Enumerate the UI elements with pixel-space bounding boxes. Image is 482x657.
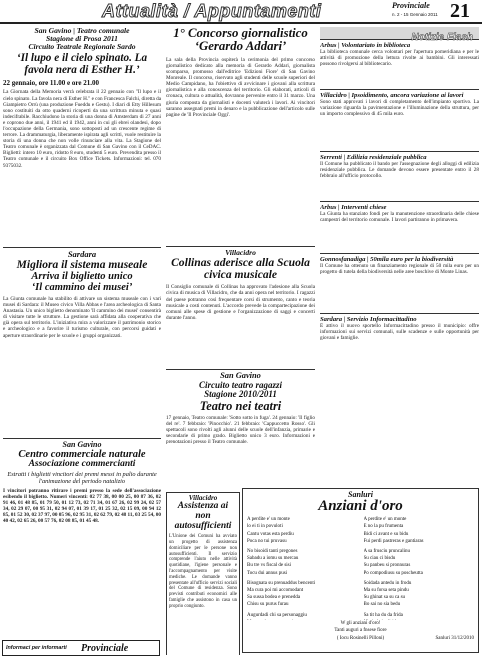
poem-footer-line: W gli anziani d'oro! <box>340 621 381 627</box>
poem-line: Poca no tui pruvasu <box>247 538 287 544</box>
article-subtitle: Associazione commercianti <box>28 459 136 470</box>
divider <box>320 313 479 314</box>
column-right <box>320 27 479 364</box>
article-esther <box>3 27 161 245</box>
flash-title: Arbus | Interventi chiese <box>320 204 387 211</box>
poem-line: Bo sai no sia bedu <box>363 602 401 608</box>
column-left <box>3 27 161 653</box>
poem-line: Soidada antedu in frodu <box>363 580 412 586</box>
promo-box <box>2 640 160 656</box>
article-collinas <box>166 249 315 367</box>
flash-title: Gonnosfanadiga | 50mila euro per la biodiversità <box>320 256 454 263</box>
poem-line: Cantu votas esta perdiu <box>247 531 294 537</box>
poem-line: A sa frusciu pruncalinu <box>363 548 411 554</box>
poem-footer-line: Tanti auguri a fnsese fiore <box>334 628 387 634</box>
flash-title: Sardara | Servizio Informacittadino <box>320 316 417 323</box>
divider <box>3 438 161 439</box>
paper-logo: Provinciale <box>392 1 430 10</box>
flash-body: Il Comune ha ottenuto un finanziamento regionale di 50 mila euro per un progetto di tutela della biodiversità nelle aree boschive di Monte Linas. <box>320 263 479 276</box>
poem-line: Su ghinat sa su ca su <box>363 595 406 601</box>
flash-body: Sono stati approvati i lavori di completamento dell'impianto sportivo. La variazione riguarda la pavimentazione e l'illuminazione della struttura, per un importo complessivo di 45 mila euro. <box>320 99 479 118</box>
poem-column-2 <box>364 516 475 620</box>
flash-body: La Giunta ha stanziato fondi per la manutenzione straordinaria delle chiese campestri del territorio comunale. I lavori partiranno in primavera. <box>320 211 479 224</box>
article-kicker-2: Stagione 2010/2011 <box>204 389 277 400</box>
poem-line: Sa sussa bodea e prenedda <box>247 595 301 601</box>
article-centro-commerciale <box>3 441 161 627</box>
poem-line: lo ei ti in povuloti <box>247 524 283 530</box>
news-flash-label: Notizie Flash <box>411 32 473 43</box>
article-place: Villacidro <box>225 249 256 257</box>
article-title: ‘Il lupo e il cielo spinato. La favola nera di Esther H.’ <box>16 51 148 76</box>
article-teatro-ragazzi <box>166 372 315 490</box>
article-body: Il Consiglio comunale di Collinas ha approvato l'adesione alla Scuola civica di musica di Villacidro, che da anni opera nel territorio. I ragazzi del paese potranno così frequentare corsi di strumento, canto e teoria musicale a costi contenuti. L'accordo prevede la compartecipazione dei comuni alle spese di gestione e l'organizzazione di saggi e concerti durante l'anno. <box>166 284 315 321</box>
article-title: Centro commerciale naturale <box>18 449 146 461</box>
page-number: 21 <box>450 0 470 22</box>
article-subtitle: Arriva il biglietto unico <box>31 270 133 282</box>
poem-line: No bisoidi tanti pregones <box>247 548 298 554</box>
divider <box>166 246 315 247</box>
promo-logo: Provinciale <box>81 642 129 654</box>
poem-line: Augurdadi chi sa personaggiu <box>247 612 307 618</box>
divider <box>166 369 315 370</box>
article-title: Teatro nei teatri <box>199 398 282 413</box>
article-body: L'Unione dei Comuni ha avviato un progetto di assistenza domiciliare per le persone non autosufficienti. Il servizio comprende l'aiuto nelle attività quotidiane, l'igiene personale e l'accompagnamento per visite mediche. Le domande vanno presentate all'ufficio servizi sociali del Comune di residenza. Sono previsti contributi economici alle famiglie che assistono in casa un proprio congiunto. <box>169 534 237 609</box>
poem-line: Fui perdi pastreras e gantiaras <box>363 538 424 544</box>
article-body: La sala della Provincia ospiterà la cerimonia del primo concorso giornalistico dedicato alla memoria di Gerardo Addari, giornalista scomparso, promosso dall'editrice 'Edizioni Fiore' di San Gavino Monreale. Il concorso, riservato agli studenti delle scuole superiori del Medio Campidano, ha l'obiettivo di avvicinare i giovani alla scrittura giornalistica e alla conoscenza del territorio. Gli elaborati, articoli di cronaca, cultura o attualità, dovranno pervenire entro il 31 marzo. Una giuria composta da giornalisti e docenti valuterà i lavori. Ai vincitori saranno assegnati premi in denaro e la pubblicazione dell'articolo sulle pagine de 'Il Provinciale Oggi'. <box>166 56 315 118</box>
poem-line: A perdite e' un monte <box>363 517 407 523</box>
article-title: Collinas aderisce alla Scuola civica musicale <box>171 255 310 282</box>
article-kicker: Stagione di Prosa 2011 <box>46 33 118 43</box>
article-kicker: Circuito teatro ragazzi <box>198 379 282 390</box>
article-place: Villacidro <box>188 494 218 502</box>
poem-line: Sa tit ha du da frida <box>363 612 403 618</box>
article-body: La Giornata della Memoria verrà celebrata il 22 gennaio con "Il lupo e il cielo spinato. La favola nera di Esther H." e con Francesca Falchi, diretta da Giampietro Orrù (una produzione Fueddu e Gestu). I diari di Etty Hillesum sono costituiti da otto quaderni ricoperti da una scrittura minuta e quasi indecifrabile. Racchiudono la storia di una donna di Amsterdam di 27 anni e coprono due anni, il 1941 ed il 1942, anni in cui gli ebrei olandesi, dopo l'occupazione della Germania, sono sottoposti ad un crescente regime di terrore. La drammaturgia, liberamente ispirata agli scritti, vuole restituire la storia di una donna che non volle rinunciare alla vita. La Stagione del Teatro comunale è organizzata dal Comune di San Gavino con il CeDAC. Biglietti: intero 10 euro, ridotto 8 euro, studenti 5 euro. Prevendita presso il Teatro comunale e il circuito Box Office Tickets. Informazioni: tel. 070 9375032. <box>3 89 161 169</box>
poem-line: Chisu su purus furau <box>247 602 289 608</box>
section-title: Attualità / Appuntamenti <box>102 1 322 21</box>
issue-date: n. 2 - 15 Gennaio 2011 <box>392 12 438 17</box>
poem-footer-line: ( Iocu Rosinelli Pilloni) <box>336 635 385 641</box>
news-flash-banner <box>320 27 479 43</box>
poem-line: Bu tre vs fiscal de sisi <box>247 563 292 569</box>
poem-title: Anziani d'oro <box>318 498 403 515</box>
article-place: San Gavino | Teatro comunale <box>34 27 130 35</box>
poem-column-1 <box>247 516 358 620</box>
article-assistenza <box>166 492 240 655</box>
poem-signature: Sanluri 31/12/2010 <box>435 635 474 641</box>
poem-line: Tocu dui annus pusi <box>247 570 288 576</box>
poem-columns <box>247 516 474 620</box>
flash-title: Villacidro | Ipsoidimento, ancora variazione ai lavori <box>320 92 464 99</box>
article-kicker-2: Circuito Teatrale Regionale Sardo <box>28 41 136 51</box>
flash-body: Il Comune ha pubblicato il bando per l'assegnazione degli alloggi di edilizia residenziale pubblica. Le domande devono essere presentate entro il 28 febbraio all'ufficio protocollo. <box>320 161 479 180</box>
article-lead: Estratti i biglietti vincitori dei premi messi in palio durante l'animazione del periodo natalizio <box>7 471 157 485</box>
divider <box>320 201 479 202</box>
poem-line: Po compodiusu su poscheutta <box>363 570 423 576</box>
poem-line: Bisognata su prenuaddus bencenti <box>247 580 316 586</box>
divider <box>320 151 479 152</box>
page-header <box>0 0 482 24</box>
poem-line: Ma su forsa seta pindu <box>363 587 409 593</box>
poem-line: E no la pu frumenta <box>363 524 404 530</box>
poem-line: Ma cura poi mi accomodant <box>247 587 304 593</box>
divider <box>320 253 479 254</box>
poem-line: Sabadu a iomu su mercau <box>247 556 299 562</box>
article-title: Assistenza ai non autosufficienti <box>174 501 232 532</box>
article-date: 22 gennaio, ore 11.00 e ore 21.00 <box>3 79 99 88</box>
divider <box>320 89 479 90</box>
poem-place: Sanluri <box>348 490 373 499</box>
article-title: Migliora il sistema museale <box>16 258 148 271</box>
article-concorso <box>166 27 315 244</box>
flash-title: Serrenti | Edilizia residenziale pubblica <box>320 154 427 161</box>
article-musei <box>3 250 161 436</box>
article-body: La Giunta comunale ha stabilito di attivare un sistema museale con i vari musei di Sardara: il Museo civico Villa Abbas e l'area archeologica di Santa Anastasia. Un unico biglietto denominato 'Il cammino dei musei' consentirà di visitare tutte le strutture. La gestione sarà affidata alla cooperativa che già opera sul territorio. L'iniziativa mira a valorizzare il patrimonio storico e archeologico e a favorire il turismo culturale, con percorsi guidati e aperture straordinarie per le scuole e i gruppi organizzati. <box>3 296 161 339</box>
article-body: 17 gennaio, Teatro comunale: 'Sotto sotto in fuga'. 24 gennaio: 'Il figlio del re'. 7 febbraio: 'Pinocchio'. 21 febbraio: 'Cappuccetto Rosso'. Gli spettacoli sono rivolti agli alunni delle scuole dell'infanzia, primarie e secondarie di primo grado. Biglietto unico 3 euro. Informazioni e prenotazioni presso il Teatro comunale. <box>166 414 315 446</box>
article-title: 1° Concorso giornalistico ‘Gerardo Addari’ <box>173 27 308 54</box>
article-place: Sardara <box>67 250 97 259</box>
poem-line: Su ciau ci bisdu <box>363 556 396 562</box>
flash-body: La biblioteca comunale cerca volontari per l'apertura pomeridiana e per le attività di promozione della lettura rivolte ai bambini. Gli interessati possono rivolgersi al bibliotecario. <box>320 49 479 68</box>
article-place: San Gavino <box>62 441 102 449</box>
article-place: San Gavino <box>220 372 261 380</box>
poem-line: Su panbeu si pronnuras <box>363 563 411 569</box>
promo-text: Informaci per informarti <box>6 645 67 651</box>
flash-body: È attivo il nuovo sportello Informacittadino presso il municipio: offre informazioni sui servizi comunali, sulle scadenze e sulle opportunità per giovani e famiglie. <box>320 323 479 342</box>
flash-title: Arbus | Volontariato in biblioteca <box>320 42 411 49</box>
poem-line: A perdite e' un monte <box>247 517 290 523</box>
article-subtitle-2: ‘Il cammino dei musei’ <box>31 282 133 293</box>
poem-box <box>242 488 479 653</box>
poem-line: Bidi ci avant e su bidu <box>363 531 409 537</box>
divider <box>3 247 161 248</box>
article-body: I vincitori potranno ritirare i premi presso la sede dell'associazione esibendo il biglietto. Numeri vincenti: 02 77 38, 00 00 25, 00 87 36, 02 91 46, 01 48 85, 01 79 50, 01 12 73, 02 71 34, 01 67 26, 02 99 24, 02 57 34, 02 29 07, 00 95 31, 02 94 07, 01 39 17, 01 25 32, 02 15 09, 00 94 12 85, 01 52 30, 02 37 97, 00 05 96, 02 95 31, 02 62 79, 02 48 11, 03 25 54, 00 40 42, 02 65 26, 00 57 76, 02 08 85, 01 45 48. <box>3 487 161 525</box>
